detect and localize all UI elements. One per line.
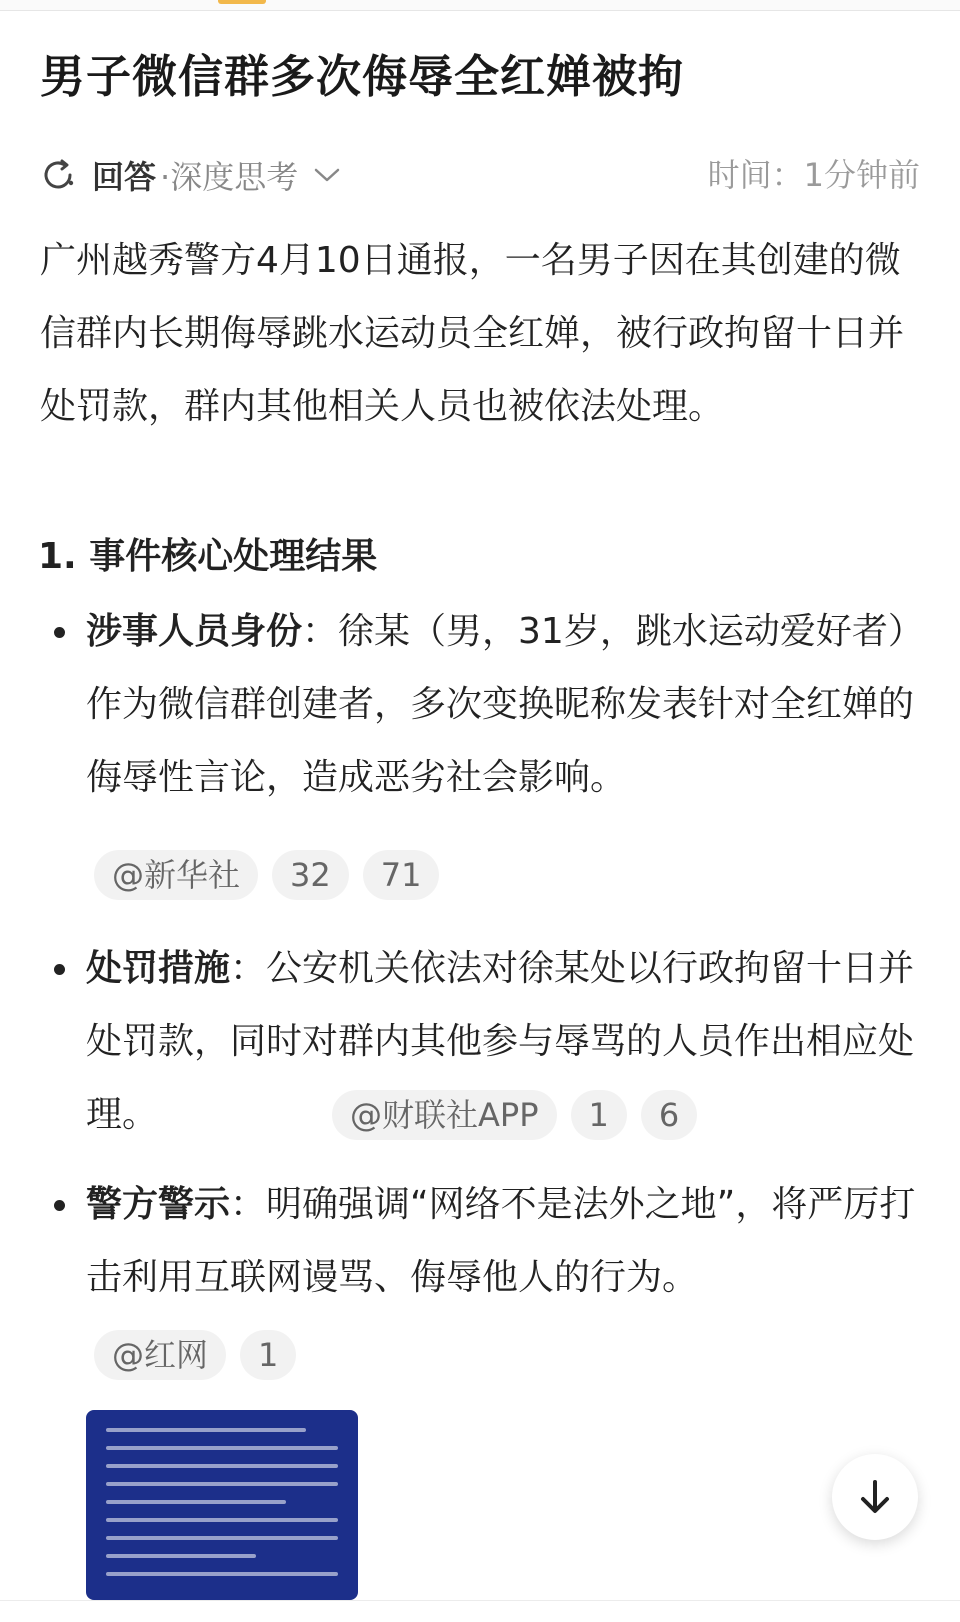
source-chip[interactable]: @财联社APP <box>332 1090 557 1140</box>
bottom-toolbar <box>0 1600 960 1622</box>
source-chip-row <box>332 1090 711 1140</box>
list-item <box>40 595 920 814</box>
answer-mode-selector[interactable] <box>40 150 340 200</box>
bullet-key: 处罚措施 <box>86 948 231 989</box>
bullet-dot <box>54 627 65 638</box>
citation-count-chip[interactable]: 6 <box>641 1090 697 1140</box>
source-chip[interactable]: @新华社 <box>94 850 258 900</box>
bullet-text: ：明确强调“网络不是法外之地”，将严厉打击利用互联网谩骂、侮辱他人的行为。 <box>86 1184 916 1298</box>
citation-count-chip[interactable]: 1 <box>240 1330 296 1380</box>
bullet-text: ：徐某（男，31岁，跳水运动爱好者）作为微信群创建者，多次变换昵称发表针对全红婵的侮辱性言论，造成恶劣社会影响。 <box>86 611 915 798</box>
notice-image[interactable] <box>86 1410 358 1600</box>
arrow-down-icon <box>855 1477 895 1517</box>
list-item <box>40 1168 920 1314</box>
source-chip-row <box>94 1330 310 1380</box>
bullet-text: ：公安机关依法对徐某处以行政拘留十日并处罚款，同时对群内其他参与辱骂的人员作出相应处理。 <box>86 948 915 1135</box>
bullet-key: 警方警示 <box>86 1184 231 1225</box>
answer-meta-row <box>40 150 920 200</box>
refresh-icon <box>40 157 76 193</box>
top-tab-indicator <box>218 0 266 4</box>
chevron-down-icon <box>314 167 340 183</box>
answer-label: 回答 <box>92 158 157 196</box>
deep-thinking-label: ·深度思考 <box>160 158 299 196</box>
source-chip[interactable]: @红网 <box>94 1330 226 1380</box>
citation-count-chip[interactable]: 1 <box>571 1090 627 1140</box>
bullet-dot <box>54 964 65 975</box>
bullet-key: 涉事人员身份 <box>86 611 303 652</box>
citation-count-chip[interactable]: 32 <box>272 850 349 900</box>
article-title: 男子微信群多次侮辱全红婵被拘 <box>40 50 685 103</box>
scroll-down-button[interactable] <box>832 1454 918 1540</box>
bullet-dot <box>54 1200 65 1211</box>
citation-count-chip[interactable]: 71 <box>363 850 440 900</box>
summary-paragraph: 广州越秀警方4月10日通报，一名男子因在其创建的微信群内长期侮辱跳水运动员全红婵，被行政拘留十日并处罚款，群内其他相关人员也被依法处理。 <box>40 240 905 427</box>
timestamp: 时间：1分钟前 <box>707 156 920 194</box>
top-divider <box>0 0 960 11</box>
source-chip-row <box>94 850 453 900</box>
section-heading: 1. 事件核心处理结果 <box>38 536 378 577</box>
